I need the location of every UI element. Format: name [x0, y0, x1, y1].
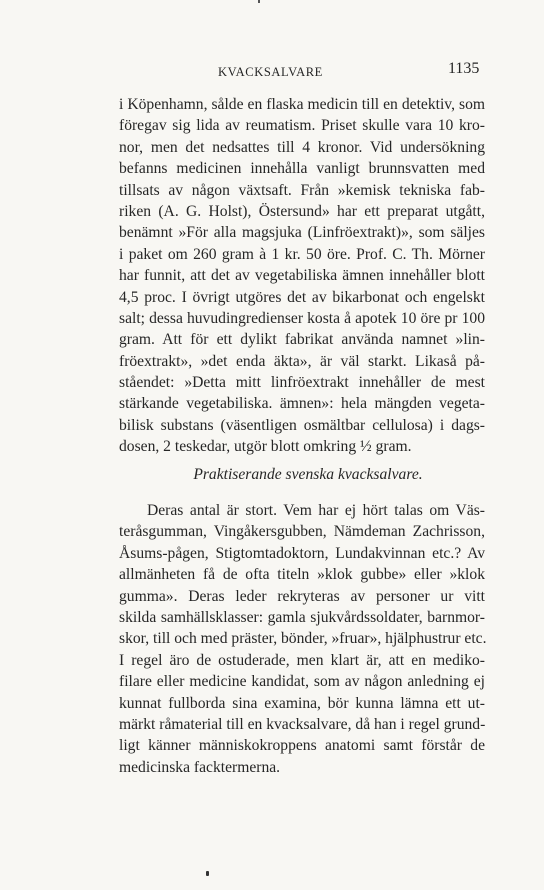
paragraph-1 — [119, 94, 485, 458]
text-line: fröextrakt», »det enda äkta», är väl starkt. Likaså på- — [119, 352, 485, 370]
text-line: i Köpenhamn, sålde en flaska medicin till en detektiv, som — [119, 96, 485, 113]
text-line: märkt råmaterial till en kvacksalvare, då han i regel grund- — [119, 715, 486, 733]
text-line: stärkande vegetabiliska. ämnen»: hela mängden vegeta- — [119, 395, 485, 413]
text-line: skor, till och med präster, bönder, »fruar», hjälphustrur etc. — [119, 630, 487, 648]
text-line: medicinska facktermerna. — [119, 758, 281, 776]
page-header — [0, 60, 544, 82]
text-line: gumma». Deras leder rekryteras av personer ur vitt — [119, 587, 485, 605]
text-line: föregav sig lida av reumatism. Priset skulle vara 10 kro- — [119, 117, 485, 135]
text-line: kunnat fullborda sina examina, bör kunna lämna ett ut- — [119, 694, 485, 712]
text-line: skilda samhällsklasser: gamla sjukvårdssoldater, barnmor- — [119, 608, 485, 626]
text-line: ståendet: »Detta mitt linfröextrakt innehåller de mest — [119, 374, 485, 392]
text-line: 4,5 proc. I övrigt utgöres det av bikarbonat och engelskt — [119, 288, 485, 306]
text-line: riken (A. G. Holst), Östersund» har ett preparat utgått, — [119, 202, 485, 220]
text-line: gram. Att för ett dylikt fabrikat använda namnet »lin- — [119, 331, 485, 349]
text-line: har funnit, att det av vegetabiliska ämnen innehåller blott — [119, 267, 485, 285]
text-line: benämnt »För alla magsjuka (Linfröextrakt)», som säljes — [119, 224, 485, 242]
text-line: I regel äro de ostuderade, men klart är, att en mediko- — [119, 651, 485, 669]
text-line: dosen, 2 teskedar, utgör blott omkring ½ gram. — [119, 438, 412, 456]
text-line: Deras antal är stort. Vem har ej hört talas om Väs- — [147, 502, 485, 519]
text-line: allmänheten få de ofta titeln »klok gubbe» eller »klok — [119, 566, 485, 584]
scan-artifact-mark — [258, 0, 260, 3]
running-head: KVACKSALVARE — [218, 65, 323, 79]
page-number: 1135 — [448, 60, 480, 77]
footer-mark — [206, 871, 209, 876]
text-line: salt; dessa huvudingredienser kosta å apotek 10 öre pr 100 — [119, 309, 485, 327]
text-line: befanns medicinen innehålla vanligt brunnsvatten med — [119, 160, 485, 178]
section-subheading: Praktiserande svenska kvacksalvare. — [193, 466, 423, 483]
text-line: i paket om 260 gram à 1 kr. 50 öre. Prof. C. Th. Mörner — [119, 245, 485, 263]
text-line: tillsats av någon växtsaft. Från »kemisk tekniska fab- — [119, 181, 485, 199]
text-line: ligt känner människokroppens anatomi samt förstår de — [119, 737, 485, 755]
text-line: nor, men det nedsattes till 4 kronor. Vid undersökning — [119, 138, 485, 156]
text-line: teråsgumman, Vingåkersgubben, Nämdeman Zachrisson, — [119, 523, 485, 541]
text-line: bilisk substans (väsentligen osmältbar cellulosa) i dags- — [119, 416, 485, 434]
paragraph-2 — [119, 500, 485, 778]
text-line: filare eller medicine kandidat, som av någon anledning ej — [119, 673, 485, 691]
text-line: Åsums-pågen, Stigtomtadoktorn, Lundakvinnan etc.? Av — [119, 544, 485, 562]
